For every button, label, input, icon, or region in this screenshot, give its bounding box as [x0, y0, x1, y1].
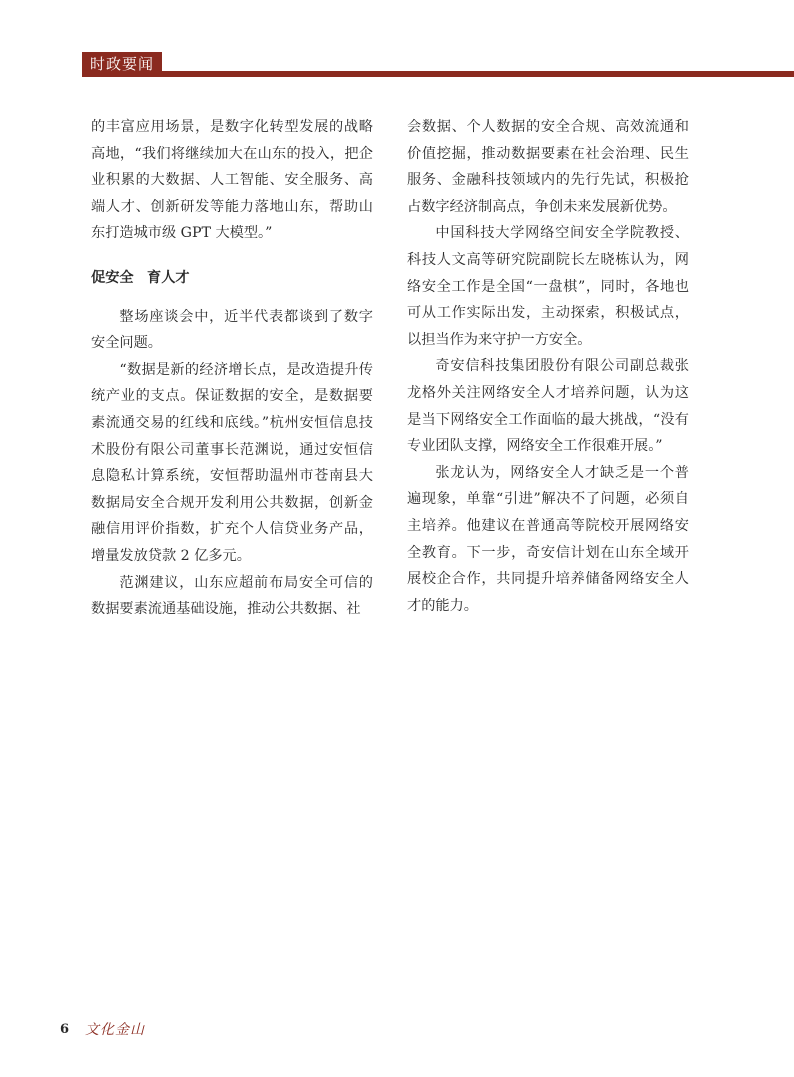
paragraph: 整场座谈会中，近半代表都谈到了数字安全问题。: [91, 308, 373, 352]
header-rule: [82, 71, 794, 77]
right-column: [407, 114, 689, 619]
paragraph: 奇安信科技集团股份有限公司副总裁张龙格外关注网络安全人才培养问题，认为这是当下网络安全工作面临的最大挑战，“没有专业团队支撑，网络安全工作很难开展。”: [407, 358, 689, 455]
paragraph: “数据是新的经济增长点，是改造提升传统产业的支点。保证数据的安全，是数据要素流通交易的红线和底线。”杭州安恒信息技术股份有限公司董事长范渊说，通过安恒信息隐私计算系统，安恒帮助温州市苍南县大数据局安全合规开发利用公共数据，创新金融信用评价指数，扩充个人信贷业务产品，增量发放贷款 2 亿多元。: [91, 361, 373, 564]
paragraph: 范渊建议，山东应超前布局安全可信的数据要素流通基础设施，推动公共数据、社: [91, 574, 373, 618]
paragraph: 会数据、个人数据的安全合规、高效流通和价值挖掘，推动数据要素在社会治理、民生服务、金融科技领域内的先行先试，积极抢占数字经济制高点，争创未来发展新优势。: [407, 119, 689, 215]
left-column: [91, 114, 373, 623]
section-subheading: 促安全 育人才: [91, 269, 190, 286]
paragraph: 中国科技大学网络空间安全学院教授、科技人文高等研究院副院长左晓栋认为，网络安全工作是全国“一盘棋”，同时，各地也可从工作实际出发，主动探索，积极试点，以担当作为来守护一方安全。: [407, 225, 689, 348]
section-tag: 时政要闻: [82, 52, 162, 77]
page-footer: [60, 1018, 145, 1040]
paragraph: 张龙认为，网络安全人才缺乏是一个普遍现象，单靠“引进”解决不了问题，必须自主培养。他建议在普通高等院校开展网络安全教育。下一步，奇安信计划在山东全域开展校企合作，共同提升培养储备网络安全人才的能力。: [407, 464, 689, 614]
page-number: 6: [60, 1021, 70, 1037]
paragraph: 的丰富应用场景，是数字化转型发展的战略高地，“我们将继续加大在山东的投入，把企业积累的大数据、人工智能、安全服务、高端人才、创新研发等能力落地山东，帮助山东打造城市级 GPT 大模型。”: [91, 119, 373, 242]
magazine-logo: 文化金山: [85, 1022, 146, 1038]
